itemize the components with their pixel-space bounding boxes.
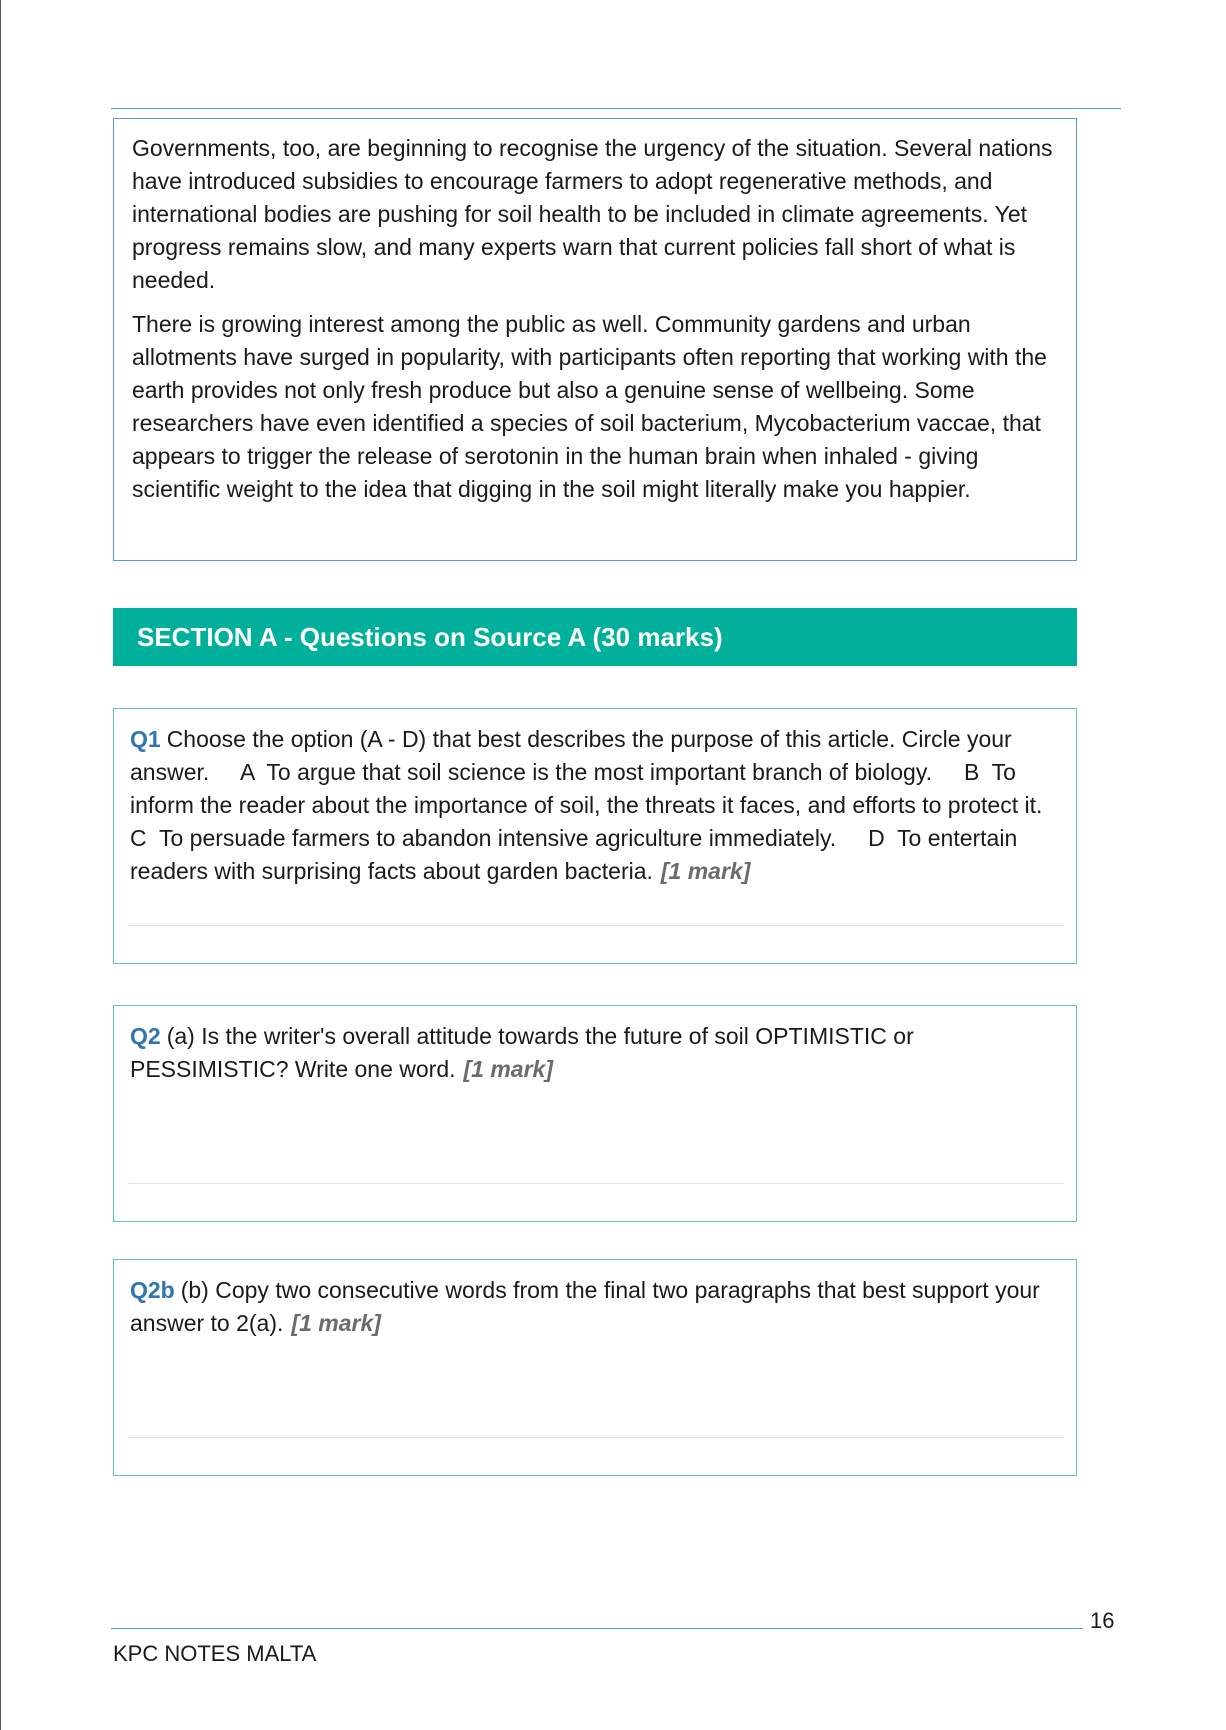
page-number: 16 <box>1090 1608 1115 1633</box>
question-body: (b) Copy two consecutive words from the final two paragraphs that best support your answer to 2(a). <box>130 1277 1040 1336</box>
question-number: Q1 <box>130 726 161 752</box>
question-box-q1 <box>113 708 1077 964</box>
question-text <box>130 723 1075 888</box>
question-body: (a) Is the writer's overall attitude towards the future of soil OPTIMISTIC or PESSIMISTIC? Write one word. <box>130 1023 914 1082</box>
marks-label: [1 mark] <box>660 858 751 884</box>
source-text-box <box>113 118 1077 561</box>
question-box-q2 <box>113 1005 1077 1222</box>
footer-rule <box>111 1628 1083 1629</box>
answer-line[interactable] <box>128 925 1064 926</box>
answer-line[interactable] <box>128 1183 1064 1184</box>
source-paragraph: There is growing interest among the public as well. Community gardens and urban allotments have surged in popularity, with participants often reporting that working with the earth provides not only fresh produce but also a genuine sense of wellbeing. Some researchers have even identified a species of soil bacterium, Mycobacterium vaccae, that appears to trigger the release of serotonin in the human brain when inhaled - giving scientific weight to the idea that digging in the soil might literally make you happier. <box>132 311 1047 502</box>
marks-label: [1 mark] <box>291 1310 381 1336</box>
source-paragraph: Governments, too, are beginning to recognise the urgency of the situation. Several nations have introduced subsidies to encourage farmers to adopt regenerative methods, and international bodies are pushing for soil health to be included in climate agreements. Yet progress remains slow, and many experts warn that current policies fall short of what is needed. <box>132 135 1053 293</box>
question-number: Q2 <box>130 1023 161 1049</box>
section-heading: SECTION A - Questions on Source A (30 marks) <box>113 608 1077 666</box>
page-edge <box>0 0 1 1730</box>
question-text <box>130 1020 1060 1086</box>
question-body: Choose the option (A - D) that best describes the purpose of this article. Circle your answer. A To argue that soil science is the most important branch of biology. B To inform the reader about the importance of soil, the threats it faces, and efforts to protect it. C To persuade farmers to abandon intensive agriculture immediately. D To entertain readers with surprising facts about garden bacteria. <box>130 726 1075 884</box>
footer-publisher: KPC NOTES MALTA <box>113 1641 317 1666</box>
header-rule <box>111 108 1121 109</box>
marks-label: [1 mark] <box>463 1056 553 1082</box>
question-box-q2b <box>113 1259 1077 1476</box>
answer-line[interactable] <box>128 1437 1064 1438</box>
question-text <box>130 1274 1060 1340</box>
question-number: Q2b <box>130 1277 175 1303</box>
